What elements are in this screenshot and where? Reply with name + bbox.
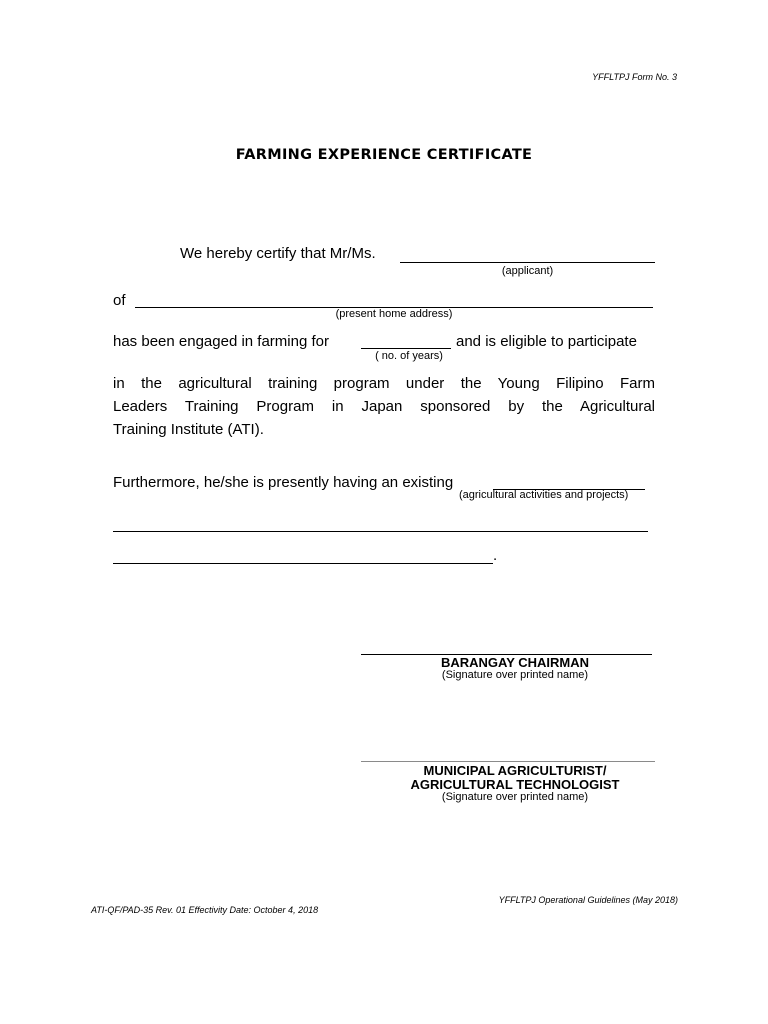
certify-intro-text: We hereby certify that Mr/Ms.: [180, 245, 376, 262]
farming-suffix-text: and is eligible to participate: [456, 333, 637, 350]
activities-continuation-blank-1[interactable]: [113, 531, 648, 532]
municipal-agriculturist-caption: (Signature over printed name): [441, 791, 589, 803]
years-farming-blank[interactable]: [361, 348, 451, 349]
municipal-agriculturist-signature-line[interactable]: [361, 761, 655, 762]
address-caption: (present home address): [335, 308, 453, 320]
municipal-agriculturist-title-line-1: MUNICIPAL AGRICULTURIST/: [423, 763, 607, 778]
activities-continuation-blank-2[interactable]: [113, 563, 493, 564]
activities-caption: (agricultural activities and projects): [459, 489, 629, 501]
program-text-line-3: Training Institute (ATI).: [113, 421, 264, 438]
years-caption: ( no. of years): [375, 350, 443, 362]
program-text-line-2: Leaders Training Program in Japan sponsored by the Agricultural: [113, 398, 655, 415]
barangay-chairman-caption: (Signature over printed name): [441, 669, 589, 681]
form-number: YFFLTPJ Form No. 3: [592, 72, 677, 82]
of-label: of: [113, 292, 126, 309]
applicant-name-blank[interactable]: [400, 262, 655, 263]
municipal-agriculturist-title-line-2: AGRICULTURAL TECHNOLOGIST: [410, 777, 620, 792]
document-code-footer: ATI-QF/PAD-35 Rev. 01 Effectivity Date: October 4, 2018: [91, 905, 319, 915]
furthermore-text: Furthermore, he/she is presently having an existing: [113, 474, 454, 491]
ending-period: .: [493, 547, 498, 564]
barangay-chairman-title: BARANGAY CHAIRMAN: [440, 655, 590, 670]
farming-prefix-text: has been engaged in farming for: [113, 333, 329, 350]
guidelines-footer: YFFLTPJ Operational Guidelines (May 2018): [498, 895, 678, 905]
applicant-caption: (applicant): [501, 265, 554, 277]
program-text-line-1: in the agricultural training program under the Young Filipino Farm: [113, 375, 655, 392]
page-title: FARMING EXPERIENCE CERTIFICATE: [235, 147, 533, 163]
